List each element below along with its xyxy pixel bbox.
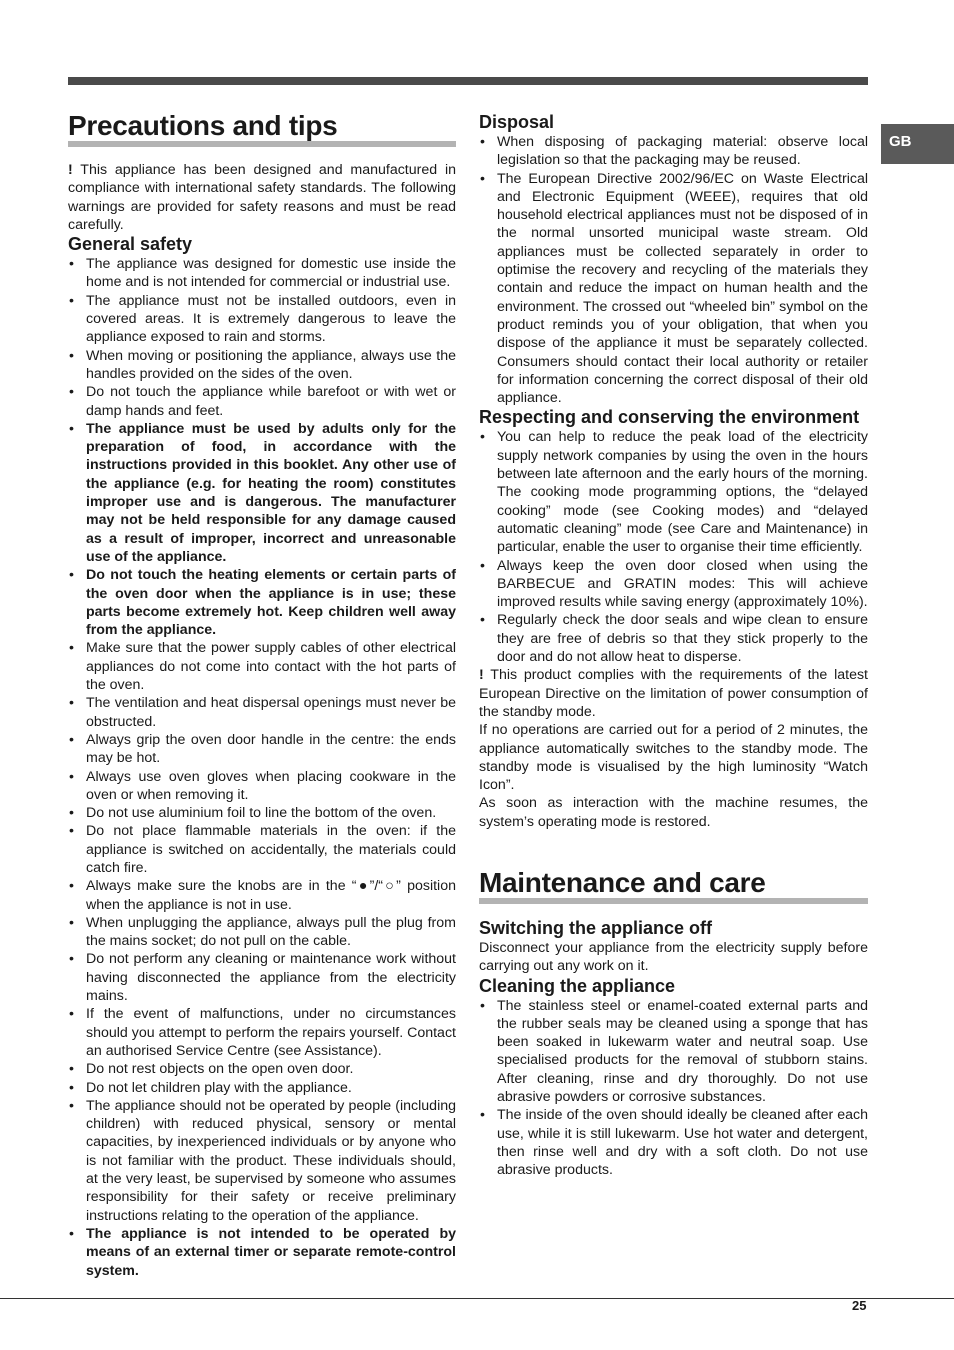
list-item: • Make sure that the power supply cables of other electrical appliances do not come into contact with the hot parts of the oven. [68,639,456,694]
list-item: • The appliance should not be operated by people (including children) with reduced physical, sensory or mental capacities, by inexperienced individuals or by anyone who is not familiar with the product. These individuals should, at the very least, be supervised by someone who assumes responsibility for their safety or receive preliminary instructions relating to the operation of the appliance. [68,1097,456,1225]
list-item: • Always use oven gloves when placing cookware in the oven or when removing it. [68,768,456,805]
list-item: • Do not let children play with the appliance. [68,1079,456,1097]
cleaning-heading: Cleaning the appliance [479,975,676,996]
list-item: • The stainless steel or enamel-coated external parts and the rubber seals may be cleaned using a sponge that has been soaked in lukewarm water and neutral soap. Use specialised products for the removal of stubborn stains. After cleaning, rinse and dry thoroughly. Do not use abrasive powders or corrosive substances. [479,997,868,1107]
list-item: • When disposing of packaging material: observe local legislation so that the packaging may be reused. [479,133,868,170]
list-item: • Always keep the oven door closed when using the BARBECUE and GRATIN modes: This will achieve improved results while saving energy (approximately 10%). [479,557,868,612]
language-tab: GB [881,124,954,164]
list-item: • The ventilation and heat dispersal openings must never be obstructed. [68,694,456,731]
standby-paragraph-3: As soon as interaction with the machine resumes, the system’s operating mode is restored. [479,795,868,830]
list-item: • Do not use aluminium foil to line the bottom of the oven. [68,804,456,822]
list-item: • The appliance was designed for domestic use inside the home and is not intended for commercial or industrial use. [68,255,456,292]
warning-mark: ! [68,162,73,178]
intro-paragraph [68,161,456,234]
standby-text-1: This product complies with the requirements of the latest European Directive on the limitation of power consumption of the standby mode. [479,667,868,720]
switching-off-text: Disconnect your appliance from the electricity supply before carrying out any work on it. [479,939,868,975]
list-item: • Do not perform any cleaning or maintenance work without having disconnected the appliance from the electricity mains. [68,950,456,1005]
standby-paragraph-2: If no operations are carried out for a period of 2 minutes, the appliance automatically switches to the standby mode. The standby mode is visualised by the high luminosity “Watch Icon”. [479,722,868,794]
environment-list [479,428,868,666]
list-item: • If the event of malfunctions, under no circumstances should you attempt to perform the repairs yourself. Contact an authorised Service Centre (see Assistance). [68,1005,456,1060]
list-item: • Regularly check the door seals and wipe clean to ensure they are free of debris so that they stick properly to the door and do not allow heat to disperse. [479,611,868,666]
disposal-list [479,133,868,407]
environment-heading: Respecting and conserving the environment [479,407,860,428]
list-item: • Always make sure the knobs are in the “●”/“○” position when the appliance is not in use. [68,877,456,914]
right-column [479,112,868,1180]
switching-off-heading: Switching the appliance off [479,917,713,938]
list-item: • When moving or positioning the appliance, always use the handles provided on the sides of the oven. [68,347,456,384]
list-item: • The appliance must be used by adults only for the preparation of food, in accordance with the instructions provided in this booklet. Any other use of the appliance (e.g. for heating the room) constitutes improper use and is dangerous. The manufacturer may not be held responsible for any damage caused as a result of improper, incorrect and unreasonable use of the appliance. [68,420,456,566]
page-number: 25 [852,1298,867,1313]
list-item: • The appliance must not be installed outdoors, even in covered areas. It is extremely dangerous to leave the appliance exposed to rain and storms. [68,292,456,347]
list-item: • The appliance is not intended to be operated by means of an external timer or separate remote-control system. [68,1225,456,1280]
list-item: • You can help to reduce the peak load of the electricity supply network companies by using the oven in the hours between late afternoon and the early hours of the morning. The cooking mode programming options, the “delayed cooking” mode (see Cooking modes) and “delayed automatic cleaning” mode (see Care and Maintenance) in particular, enable the user to organise their time efficiently. [479,428,868,556]
general-safety-list [68,255,456,1280]
left-column [68,112,456,1280]
maintenance-title: Maintenance and care [479,869,868,904]
warning-mark: ! [479,667,484,684]
general-safety-heading: General safety [68,234,193,255]
intro-text: This appliance has been designed and manufactured in compliance with international safety standards. The following warnings are provided for safety reasons and must be read carefully. [68,162,456,233]
list-item: • Do not place flammable materials in the oven: if the appliance is switched on accidentally, the materials could catch fire. [68,822,456,877]
disposal-heading: Disposal [479,112,555,132]
footer-rule [0,1298,954,1299]
list-item: • When unplugging the appliance, always pull the plug from the mains socket; do not pull on the cable. [68,914,456,951]
list-item: • Always grip the oven door handle in the centre: the ends may be hot. [68,731,456,768]
list-item: • Do not touch the heating elements or certain parts of the oven door when the appliance is in use; these parts become extremely hot. Keep children well away from the appliance. [68,566,456,639]
standby-paragraph-1 [479,666,868,721]
list-item: • The European Directive 2002/96/EC on Waste Electrical and Electronic Equipment (WEEE), requires that old household electrical appliances must not be disposed of in the normal unsorted municipal waste stream. Old appliances must be collected separately in order to optimise the recovery and recycling of the materials they contain and reduce the impact on human health and the environment. The crossed out “wheeled bin” symbol on the product reminds you of your obligation, that when you dispose of the appliance it must be separately collected. Consumers should contact their local authority or retailer for information concerning the correct disposal of their old appliance. [479,170,868,408]
list-item: • Do not rest objects on the open oven door. [68,1060,456,1078]
list-item: • Do not touch the appliance while barefoot or with wet or damp hands and feet. [68,383,456,420]
cleaning-list [479,997,868,1180]
page-title: Precautions and tips [68,112,456,147]
header-rule [68,77,868,85]
list-item: • The inside of the oven should ideally be cleaned after each use, while it is still lukewarm. Use hot water and detergent, then rinse well and dry with a soft cloth. Do not use abrasive products. [479,1106,868,1179]
